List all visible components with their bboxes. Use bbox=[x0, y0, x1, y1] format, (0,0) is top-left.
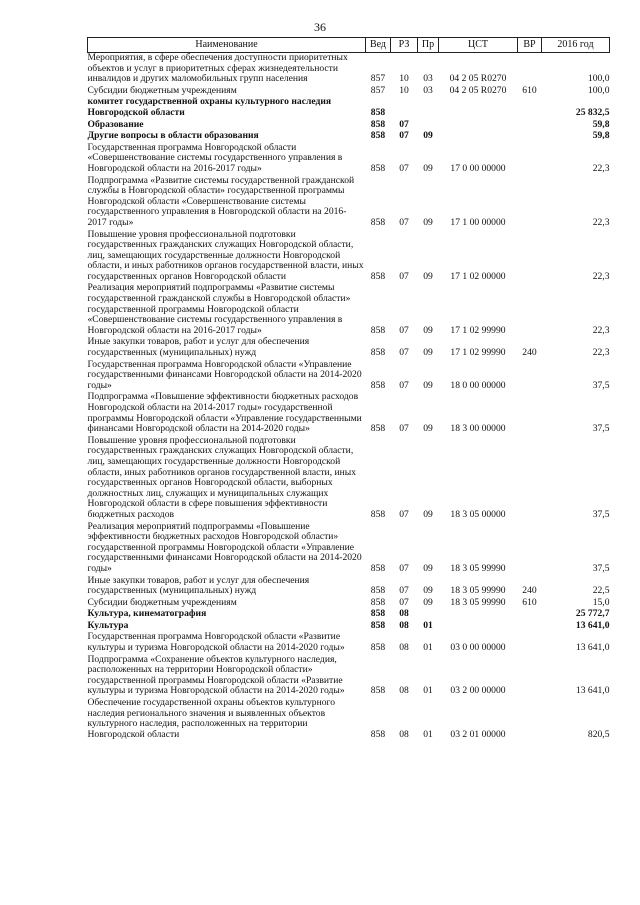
cell-vr bbox=[518, 698, 542, 741]
cell-amount: 37,5 bbox=[592, 508, 610, 520]
cell-amount: 22,3 bbox=[592, 347, 610, 359]
cell-vr bbox=[518, 621, 542, 633]
cell-pr: 01 bbox=[423, 728, 433, 740]
cell-rz: 07 bbox=[399, 118, 409, 130]
budget-table bbox=[87, 37, 610, 741]
cell-ved: 858 bbox=[370, 728, 386, 740]
table-row bbox=[88, 576, 610, 598]
table-row bbox=[88, 655, 610, 698]
cell-pr: 09 bbox=[423, 347, 433, 359]
cell-amount: 59,8 bbox=[592, 118, 610, 130]
cell-amount: 100,0 bbox=[587, 84, 610, 96]
cell-amount: 37,5 bbox=[592, 562, 610, 574]
cell-vr: 610 bbox=[522, 84, 537, 96]
cell-rz: 07 bbox=[399, 379, 409, 391]
cell-pr: 09 bbox=[423, 216, 433, 228]
table-body bbox=[88, 53, 610, 742]
header-vr: ВР bbox=[518, 38, 542, 53]
table-row bbox=[88, 283, 610, 337]
cell-vr bbox=[518, 230, 542, 284]
cell-pr: 09 bbox=[423, 562, 433, 574]
cell-amount: 15,0 bbox=[592, 596, 610, 608]
cell-cst: 04 2 05 R0270 bbox=[449, 73, 507, 85]
cell-cst bbox=[439, 120, 518, 132]
cell-rz: 08 bbox=[399, 608, 409, 620]
cell-pr: 09 bbox=[423, 508, 433, 520]
table-row bbox=[88, 230, 610, 284]
cell-ved: 858 bbox=[370, 130, 386, 142]
cell-name: Иные закупки товаров, работ и услуг для обеспечения государственных (муниципальных) нужд bbox=[87, 574, 310, 597]
cell-rz: 07 bbox=[399, 508, 409, 520]
cell-ved: 858 bbox=[370, 118, 386, 130]
cell-vr bbox=[518, 655, 542, 698]
cell-vr bbox=[518, 131, 542, 143]
cell-name: Подпрограмма «Повышение эффективности бюджетных расходов Новгородской области на 2014-2017 годы» государственной программы Новгородской области «Управление государственными финансами Новгородской области на 2014-2020 годы» bbox=[87, 391, 362, 435]
cell-name: Реализация мероприятий подпрограммы «Развитие системы государственной гражданской службы в Новгородской области» государственной программы Новгородской области «Совершенствование системы государственного управления в Новгородской области на 2016-2017 годы» bbox=[87, 282, 351, 336]
cell-rz: 07 bbox=[399, 347, 409, 359]
table-row bbox=[88, 392, 610, 435]
cell-name: Субсидии бюджетным учреждениям bbox=[87, 596, 237, 608]
cell-name: Другие вопросы в области образования bbox=[87, 130, 259, 142]
cell-cst: 18 3 05 99990 bbox=[450, 596, 506, 608]
table-row bbox=[88, 143, 610, 176]
table-header-row bbox=[88, 38, 610, 53]
cell-cst: 18 3 00 00000 bbox=[450, 423, 506, 435]
cell-name: Мероприятия, в сфере обеспечения доступности приоритетных объектов и услуг в приоритетных сферах жизнедеятельности инвалидов и других маломобильных групп населения bbox=[87, 52, 348, 85]
table-row bbox=[88, 53, 610, 86]
cell-ved: 857 bbox=[370, 84, 386, 96]
cell-amount: 22,3 bbox=[592, 216, 610, 228]
table-row bbox=[88, 97, 610, 119]
table-row bbox=[88, 337, 610, 359]
cell-vr bbox=[518, 609, 542, 621]
cell-amount: 13 641,0 bbox=[575, 619, 610, 631]
cell-rz: 07 bbox=[399, 216, 409, 228]
cell-name: Образование bbox=[87, 118, 144, 130]
cell-cst: 18 3 05 99990 bbox=[450, 585, 506, 597]
cell-ved: 858 bbox=[370, 216, 386, 228]
cell-amount: 25 772,7 bbox=[575, 608, 610, 620]
cell-ved: 858 bbox=[370, 162, 386, 174]
cell-name: Реализация мероприятий подпрограммы «Повышение эффективности бюджетных расходов Новгородской области» государственной программы Новгородской области «Управление государственными финансами Новгородской области на 2014-2020 годы» bbox=[87, 520, 362, 574]
table-row bbox=[88, 698, 610, 741]
cell-cst: 04 2 05 R0270 bbox=[449, 84, 507, 96]
cell-name: Подпрограмма «Развитие системы государственной гражданской службы в Новгородской области» государственной программы Новгородской области «Совершенствование системы государственного управления в Новгородской области на 2016-2017 годы» bbox=[87, 174, 355, 228]
cell-cst: 17 0 00 00000 bbox=[450, 162, 506, 174]
cell-pr: 09 bbox=[423, 585, 433, 597]
cell-rz: 08 bbox=[399, 728, 409, 740]
cell-ved: 858 bbox=[370, 685, 386, 697]
cell-amount: 25 832,5 bbox=[575, 106, 610, 118]
cell-name: Государственная программа Новгородской области «Управление государственными финансами Новгородской области на 2014-2020 годы» bbox=[87, 358, 362, 391]
cell-rz: 07 bbox=[399, 585, 409, 597]
cell-name: Обеспечение государственной охраны объектов культурного наследия регионального значения и выявленных объектов культурного наследия, расположенных на территории Новгородской области bbox=[87, 697, 336, 740]
header-cst: ЦСТ bbox=[439, 38, 518, 53]
header-name: Наименование bbox=[88, 38, 366, 53]
cell-amount: 13 641,0 bbox=[575, 642, 610, 654]
cell-rz: 07 bbox=[399, 324, 409, 336]
page-number: 36 bbox=[314, 20, 326, 34]
cell-name: Субсидии бюджетным учреждениям bbox=[87, 84, 237, 96]
table-row bbox=[88, 436, 610, 522]
cell-amount: 13 641,0 bbox=[575, 685, 610, 697]
cell-pr: 09 bbox=[423, 130, 433, 142]
cell-pr bbox=[418, 97, 439, 119]
header-rz: РЗ bbox=[391, 38, 418, 53]
cell-amount: 22,5 bbox=[592, 585, 610, 597]
cell-cst: 17 1 00 00000 bbox=[450, 216, 506, 228]
cell-cst bbox=[439, 621, 518, 633]
cell-vr bbox=[518, 120, 542, 132]
cell-rz: 07 bbox=[399, 596, 409, 608]
cell-pr: 01 bbox=[423, 619, 433, 631]
cell-ved: 858 bbox=[370, 562, 386, 574]
header-year: 2016 год bbox=[542, 38, 610, 53]
cell-name: Культура bbox=[87, 619, 129, 631]
cell-rz: 08 bbox=[399, 685, 409, 697]
cell-ved: 858 bbox=[370, 585, 386, 597]
header-pr: Пр bbox=[418, 38, 439, 53]
cell-ved: 858 bbox=[370, 596, 386, 608]
cell-rz: 07 bbox=[399, 162, 409, 174]
cell-ved: 858 bbox=[370, 270, 386, 282]
table-row bbox=[88, 360, 610, 393]
cell-pr: 09 bbox=[423, 324, 433, 336]
cell-rz: 10 bbox=[399, 73, 409, 85]
cell-ved: 857 bbox=[370, 73, 386, 85]
cell-vr: 240 bbox=[522, 347, 537, 359]
cell-amount: 100,0 bbox=[587, 73, 610, 85]
cell-ved: 858 bbox=[370, 423, 386, 435]
cell-ved: 858 bbox=[370, 106, 386, 118]
cell-cst: 17 1 02 00000 bbox=[450, 270, 506, 282]
cell-cst: 03 2 01 00000 bbox=[450, 728, 506, 740]
cell-rz: 08 bbox=[399, 619, 409, 631]
cell-vr: 610 bbox=[522, 596, 537, 608]
cell-name: Повышение уровня профессиональной подготовки государственных гражданских служащих Новгородской области, лиц, замещающих государственные должности Новгородской области, иных работников органов государственной власти, иных государственных органов Новгородской области, выборных должностных лиц, служащих и муниципальных служащих Новгородской области в сфере повышения эффективности бюджетных расходов bbox=[87, 434, 357, 520]
cell-rz bbox=[391, 97, 418, 119]
cell-vr: 240 bbox=[522, 585, 537, 597]
cell-pr: 03 bbox=[423, 73, 433, 85]
table-row bbox=[88, 176, 610, 230]
cell-cst: 18 3 05 99990 bbox=[450, 562, 506, 574]
cell-amount: 37,5 bbox=[592, 379, 610, 391]
cell-ved: 858 bbox=[370, 347, 386, 359]
cell-name: Повышение уровня профессиональной подготовки государственных гражданских служащих Новгородской области, лиц, замещающих государственные должности Новгородской области, и иных работников органов государственной власти, иных государственных органов Новгородской области bbox=[87, 228, 364, 282]
cell-cst: 17 1 02 99990 bbox=[450, 324, 506, 336]
cell-name: Иные закупки товаров, работ и услуг для обеспечения государственных (муниципальных) нужд bbox=[87, 336, 310, 359]
cell-amount: 59,8 bbox=[592, 130, 610, 142]
table-row bbox=[88, 131, 610, 143]
cell-vr bbox=[518, 97, 542, 119]
cell-pr: 09 bbox=[423, 423, 433, 435]
cell-pr: 09 bbox=[423, 270, 433, 282]
cell-vr bbox=[518, 436, 542, 522]
table-row bbox=[88, 609, 610, 621]
cell-name: комитет государственной охраны культурного наследия Новгородской области bbox=[87, 96, 332, 118]
cell-name: Государственная программа Новгородской области «Развитие культуры и туризма Новгородской области на 2014-2020 годы» bbox=[87, 631, 345, 654]
cell-ved: 858 bbox=[370, 508, 386, 520]
cell-amount: 22,3 bbox=[592, 270, 610, 282]
cell-vr bbox=[518, 522, 542, 576]
cell-name: Подпрограмма «Сохранение объектов культурного наследия, расположенных на территории Новгородской области» государственной программы Новгородской области «Развитие культуры и туризма Новгородской области на 2014-2020 годы» bbox=[87, 653, 345, 697]
cell-rz: 07 bbox=[399, 270, 409, 282]
cell-vr bbox=[518, 360, 542, 393]
cell-amount: 22,3 bbox=[592, 162, 610, 174]
cell-cst: 03 0 00 00000 bbox=[450, 642, 506, 654]
cell-ved: 858 bbox=[370, 619, 386, 631]
cell-name: Государственная программа Новгородской области «Совершенствование системы государственного управления в Новгородской области на 2016-2017 годы» bbox=[87, 141, 343, 174]
cell-pr: 09 bbox=[423, 379, 433, 391]
cell-vr bbox=[518, 283, 542, 337]
cell-vr bbox=[518, 176, 542, 230]
cell-ved: 858 bbox=[370, 379, 386, 391]
cell-amount: 22,3 bbox=[592, 324, 610, 336]
cell-cst: 03 2 00 00000 bbox=[450, 685, 506, 697]
cell-pr: 01 bbox=[423, 642, 433, 654]
cell-pr: 09 bbox=[423, 596, 433, 608]
cell-rz: 07 bbox=[399, 130, 409, 142]
cell-amount: 820,5 bbox=[587, 728, 610, 740]
table-row bbox=[88, 632, 610, 654]
cell-cst bbox=[439, 131, 518, 143]
cell-cst bbox=[439, 97, 518, 119]
cell-rz: 08 bbox=[399, 642, 409, 654]
cell-pr: 01 bbox=[423, 685, 433, 697]
cell-ved: 858 bbox=[370, 642, 386, 654]
cell-pr: 09 bbox=[423, 162, 433, 174]
cell-cst: 17 1 02 99990 bbox=[450, 347, 506, 359]
cell-vr bbox=[518, 392, 542, 435]
cell-cst: 18 3 05 00000 bbox=[450, 508, 506, 520]
cell-amount: 37,5 bbox=[592, 423, 610, 435]
cell-rz: 07 bbox=[399, 562, 409, 574]
cell-rz: 10 bbox=[399, 84, 409, 96]
header-ved: Вед bbox=[366, 38, 391, 53]
table-row bbox=[88, 522, 610, 576]
cell-rz: 07 bbox=[399, 423, 409, 435]
cell-vr bbox=[518, 632, 542, 654]
cell-pr: 03 bbox=[423, 84, 433, 96]
cell-ved: 858 bbox=[370, 608, 386, 620]
cell-ved: 858 bbox=[370, 324, 386, 336]
cell-name: Культура, кинематография bbox=[87, 608, 207, 620]
cell-vr bbox=[518, 143, 542, 176]
cell-cst bbox=[439, 609, 518, 621]
cell-vr bbox=[518, 53, 542, 86]
cell-cst: 18 0 00 00000 bbox=[450, 379, 506, 391]
